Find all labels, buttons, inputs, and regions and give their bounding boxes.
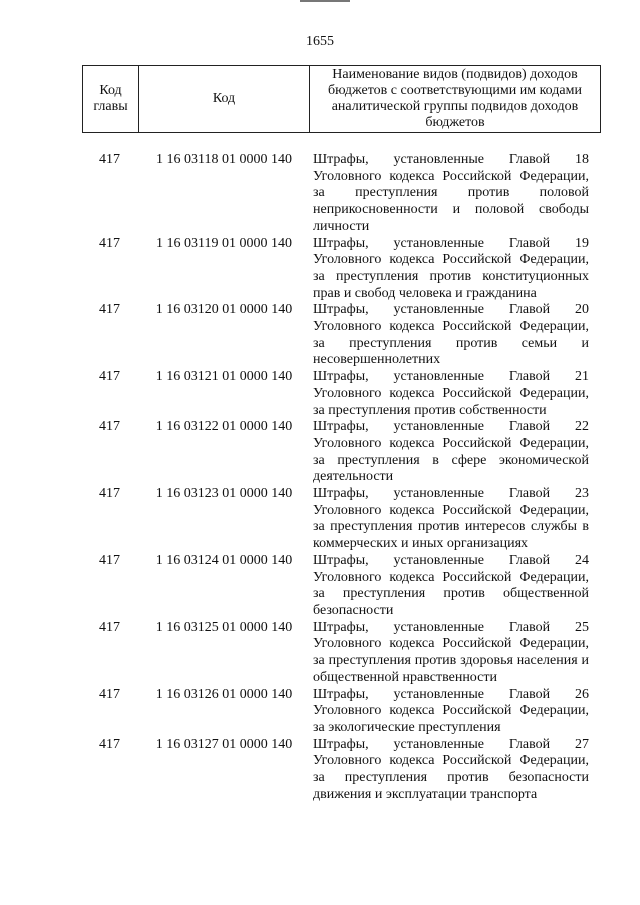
row-code-glavy: 417 <box>99 419 120 435</box>
table-header <box>82 65 601 133</box>
scan-top-mark <box>300 0 350 2</box>
row-code-glavy: 417 <box>99 552 120 568</box>
row-name: Штрафы, установленные Главой 24 Уголовного кодекса Российской Федерации, за преступления против общественной безопасности <box>313 552 589 618</box>
row-code: 1 16 03121 01 0000 140 <box>155 369 293 385</box>
table-row <box>82 737 594 804</box>
row-name: Штрафы, установленные Главой 22 Уголовного кодекса Российской Федерации, за преступления в сфере экономической деятельности <box>313 419 589 485</box>
row-code-glavy: 417 <box>99 486 120 502</box>
table-row <box>82 620 594 687</box>
table-body <box>82 152 594 803</box>
row-name: Штрафы, установленные Главой 20 Уголовного кодекса Российской Федерации, за преступления против семьи и несовершеннолетних <box>313 302 589 368</box>
table-row <box>82 687 594 737</box>
row-code: 1 16 03125 01 0000 140 <box>155 619 293 635</box>
row-name: Штрафы, установленные Главой 21 Уголовного кодекса Российской Федерации, за преступления против собственности <box>313 369 589 418</box>
row-name: Штрафы, установленные Главой 27 Уголовного кодекса Российской Федерации, за преступления против безопасности движения и эксплуатации транспорта <box>313 736 589 802</box>
row-name: Штрафы, установленные Главой 26 Уголовного кодекса Российской Федерации, за экологические преступления <box>313 686 589 735</box>
row-code-glavy: 417 <box>99 302 120 318</box>
row-name: Штрафы, установленные Главой 25 Уголовного кодекса Российской Федерации, за преступления против здоровья населения и общественной нравственности <box>313 619 589 685</box>
row-code-glavy: 417 <box>99 619 120 635</box>
row-code: 1 16 03123 01 0000 140 <box>155 486 293 502</box>
row-code-glavy: 417 <box>99 369 120 385</box>
row-code: 1 16 03126 01 0000 140 <box>155 686 293 702</box>
row-code: 1 16 03122 01 0000 140 <box>155 419 293 435</box>
table-row <box>82 302 594 369</box>
row-code: 1 16 03118 01 0000 140 <box>156 152 292 167</box>
header-col-name: Наименование видов (подвидов) доходов бюджетов с соответствующими им кодами аналитической группы подвидов доходов бюджетов <box>310 66 601 133</box>
row-code-glavy: 417 <box>99 686 120 702</box>
row-code: 1 16 03124 01 0000 140 <box>155 552 293 568</box>
row-code: 1 16 03120 01 0000 140 <box>155 302 293 318</box>
page-number: 1655 <box>306 34 334 49</box>
table-row <box>82 486 594 553</box>
row-code-glavy: 417 <box>99 235 120 251</box>
table-row <box>82 419 594 486</box>
row-name: Штрафы, установленные Главой 18 Уголовного кодекса Российской Федерации, за преступления против половой неприкосновенности и половой свободы личности <box>313 152 589 234</box>
row-code-glavy: 417 <box>99 152 120 167</box>
header-col-kod: Код <box>139 66 310 133</box>
row-code-glavy: 417 <box>99 736 120 752</box>
header-col-glavy: Код главы <box>83 66 139 133</box>
table-row <box>82 553 594 620</box>
row-name: Штрафы, установленные Главой 19 Уголовного кодекса Российской Федерации, за преступления против конституционных прав и свобод человека и гражданина <box>313 235 589 301</box>
row-code: 1 16 03127 01 0000 140 <box>155 736 293 752</box>
table-row <box>82 152 594 236</box>
row-name: Штрафы, установленные Главой 23 Уголовного кодекса Российской Федерации, за преступления против интересов службы в коммерческих и иных организациях <box>313 486 589 552</box>
table-row <box>82 369 594 419</box>
row-code: 1 16 03119 01 0000 140 <box>156 235 292 251</box>
table-row <box>82 236 594 303</box>
